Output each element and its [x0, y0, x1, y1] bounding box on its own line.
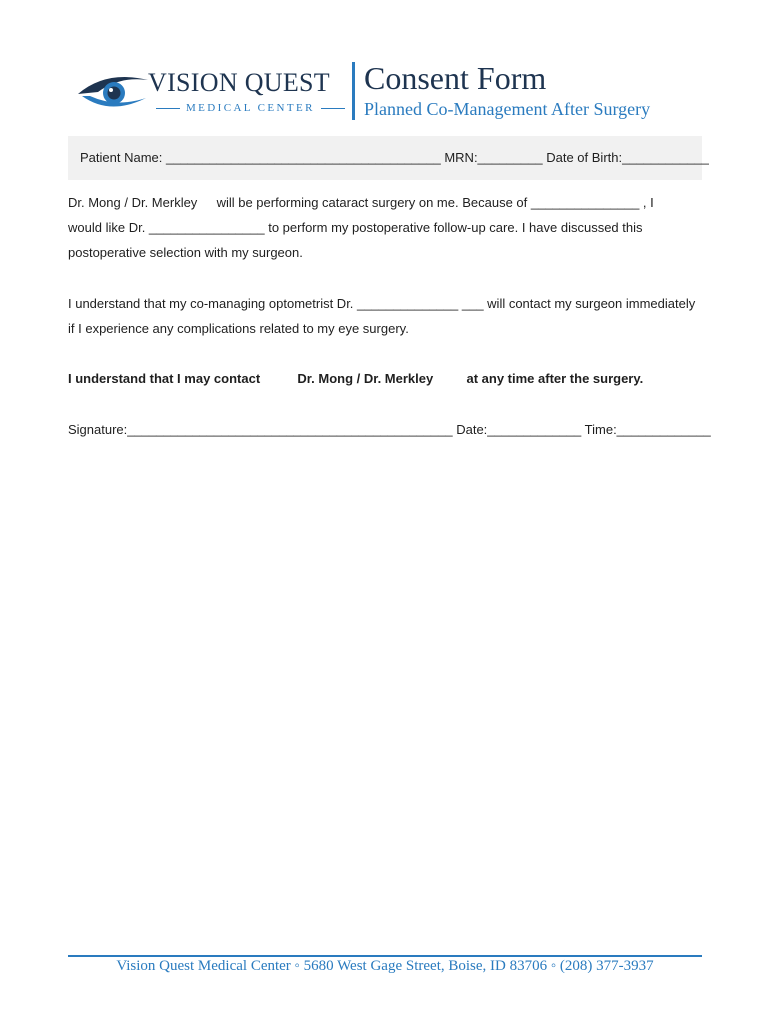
- paragraph-2-line-2: if I experience any complications related to my eye surgery.: [68, 321, 409, 336]
- footer-address: Vision Quest Medical Center ◦ 5680 West Gage Street, Boise, ID 83706 ◦ (208) 377-3937: [116, 958, 654, 974]
- paragraph-1-line-3: postoperative selection with my surgeon.: [68, 245, 303, 260]
- page-title: Consent Form: [364, 60, 547, 96]
- surgeon-choice[interactable]: Dr. Mong / Dr. Merkley: [68, 195, 198, 210]
- paragraph-1-line-1: [68, 195, 654, 210]
- header-divider: [352, 62, 355, 120]
- vision-quest-logo: [76, 66, 346, 116]
- paragraph-3: [68, 371, 643, 386]
- paragraph-3-lead: I understand that I may contact: [68, 371, 261, 386]
- contact-surgeon-choice[interactable]: Dr. Mong / Dr. Merkley: [297, 371, 434, 386]
- logo-tagline: MEDICAL CENTER: [150, 102, 340, 114]
- logo-name: VISION QUEST: [148, 68, 330, 97]
- paragraph-1-text: will be performing cataract surgery on me. Because of _______________ , I: [216, 195, 654, 210]
- footer-divider: [68, 955, 702, 957]
- paragraph-3-tail: at any time after the surgery.: [466, 371, 644, 386]
- eye-logo-icon: [76, 72, 150, 112]
- signature-line[interactable]: Signature:_____________________________________________ Date:_____________ Time:_____________: [68, 422, 711, 437]
- patient-info-bar[interactable]: Patient Name: ______________________________________ MRN:_________ Date of Birth:____________: [68, 136, 702, 180]
- page-subtitle: Planned Co-Management After Surgery: [364, 99, 651, 119]
- paragraph-1-line-2: would like Dr. ________________ to perform my postoperative follow-up care. I have discussed this: [68, 220, 643, 235]
- document-header: [76, 60, 696, 124]
- paragraph-2-line-1: I understand that my co-managing optometrist Dr. ______________ ___ will contact my surgeon immediately: [68, 296, 696, 311]
